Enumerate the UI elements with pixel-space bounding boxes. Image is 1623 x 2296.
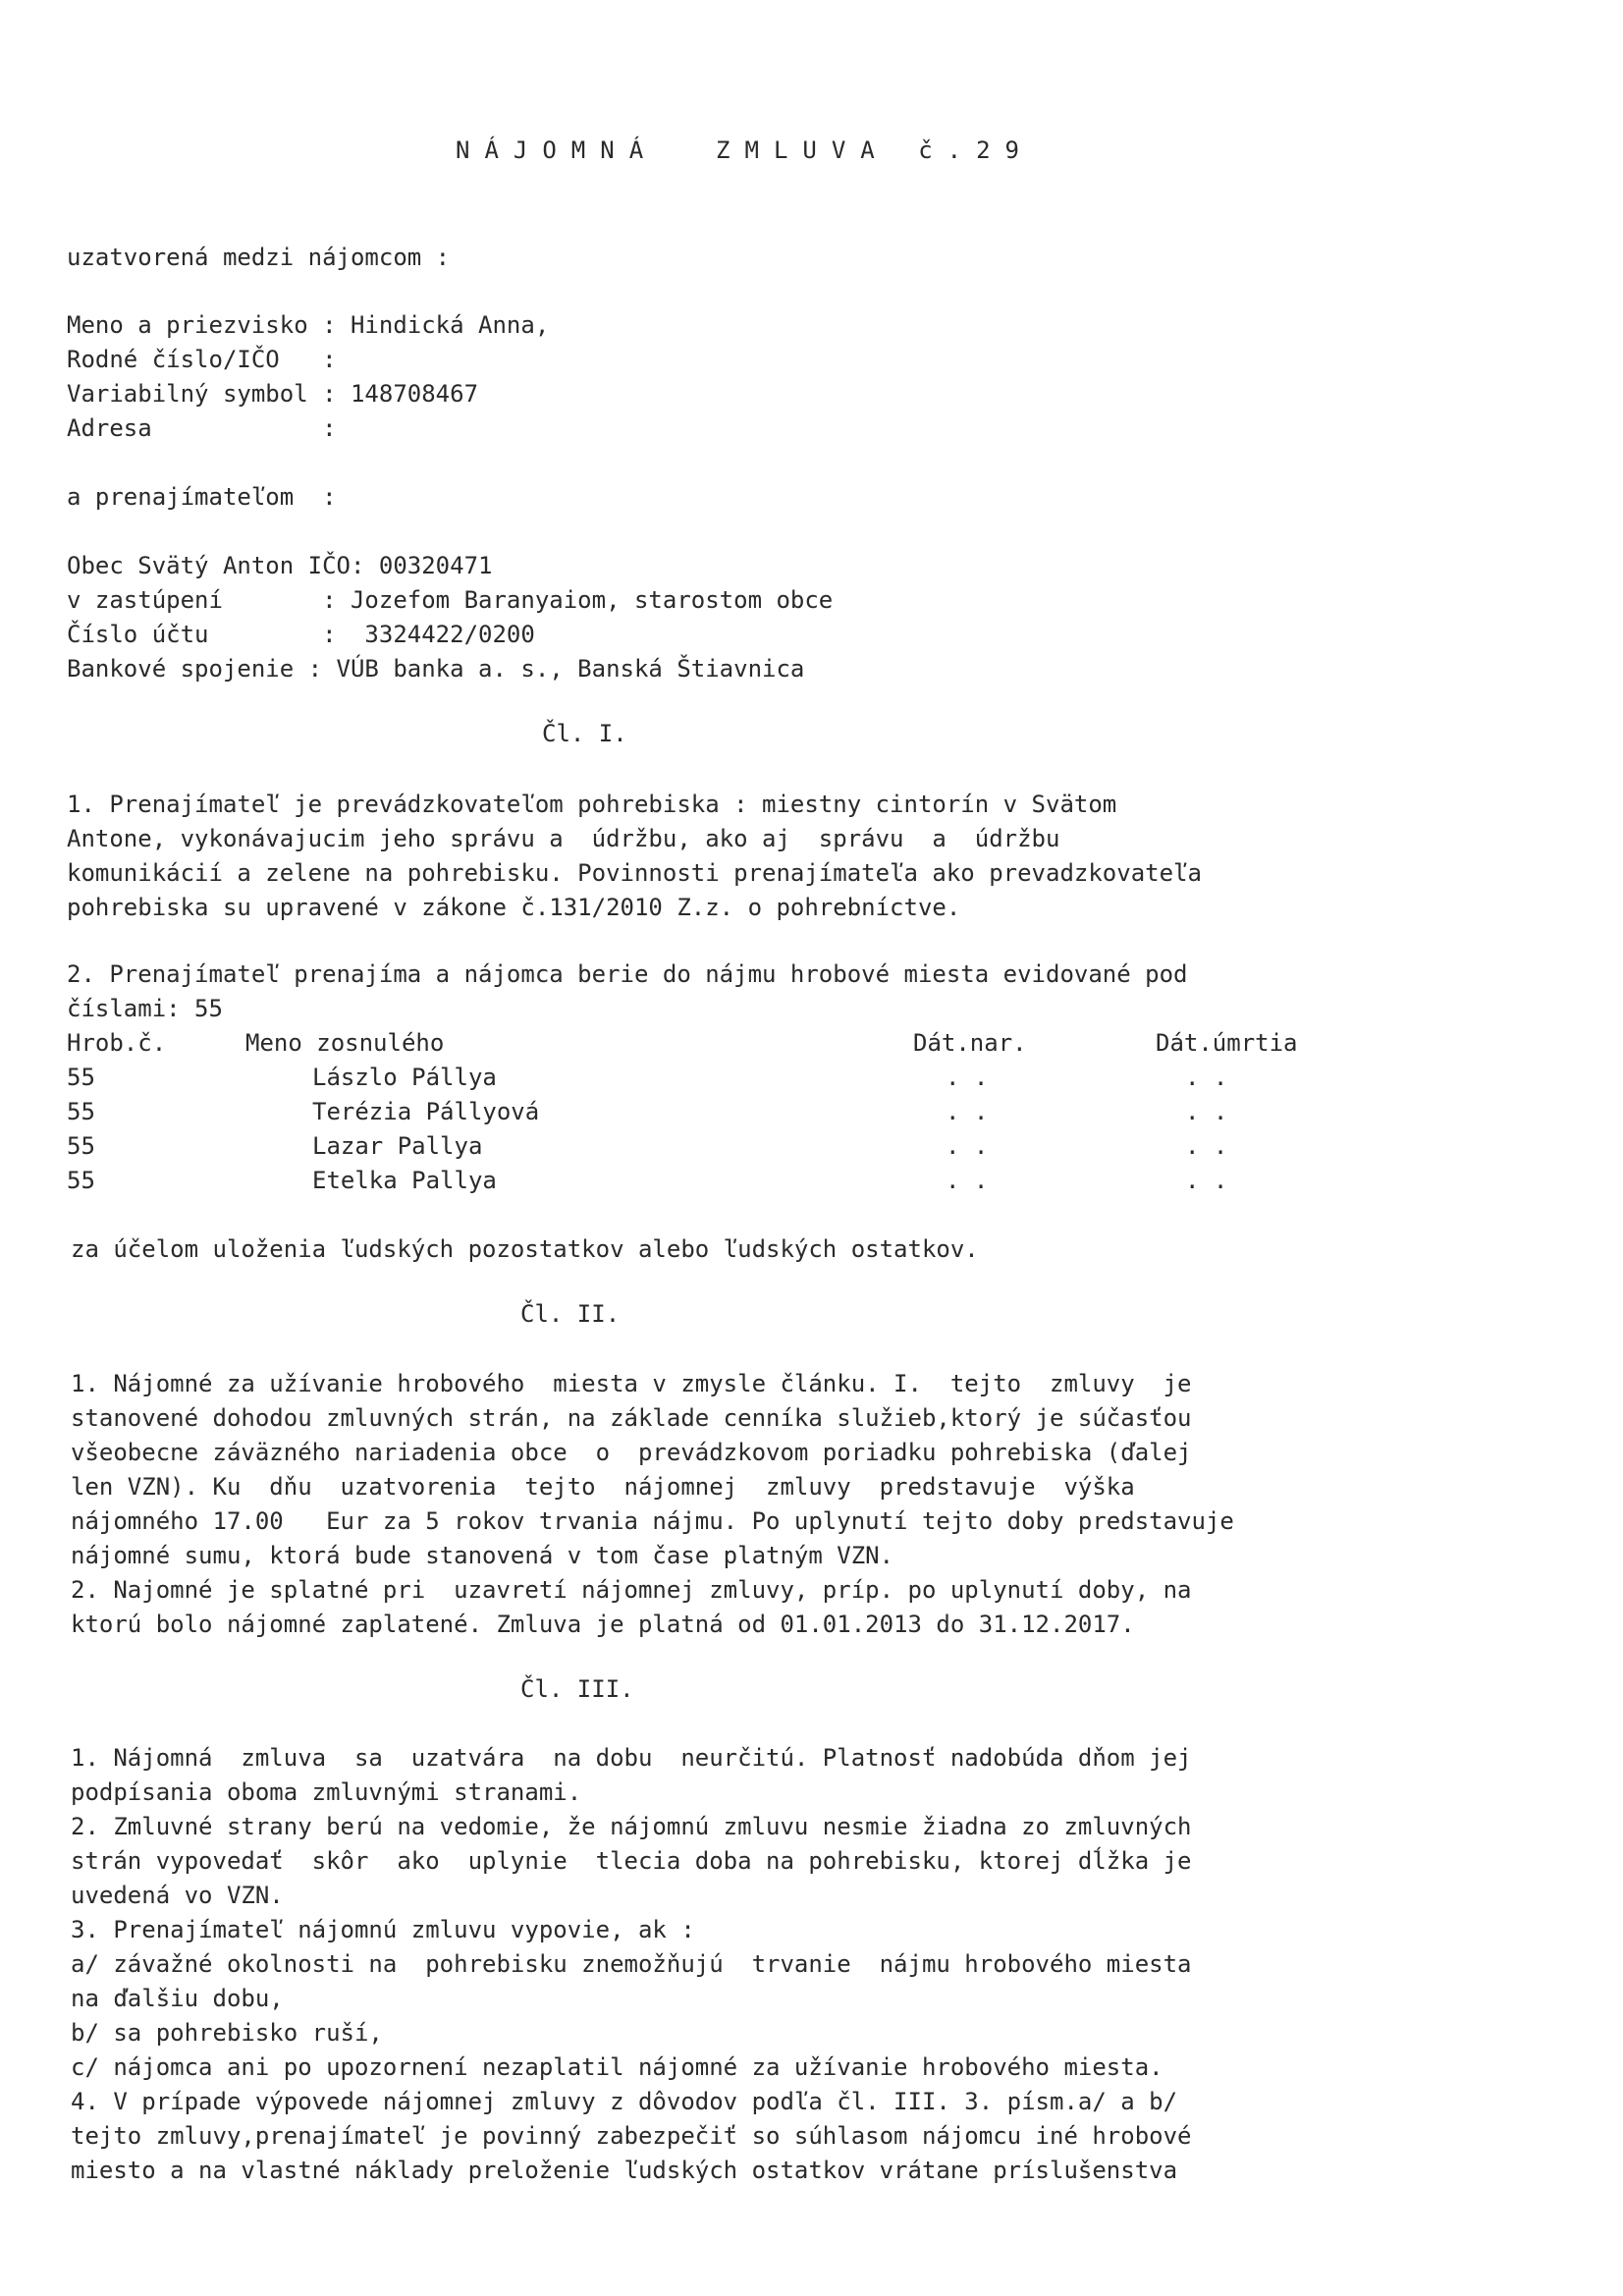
art1-p2-line: 2. Prenajímateľ prenajíma a nájomca berie do nájmu hrobové miesta evidované pod bbox=[67, 960, 1188, 988]
art3-line: a/ závažné okolnosti na pohrebisku znemožňujú trvanie nájmu hrobového miesta bbox=[71, 1950, 1192, 1978]
art2-line: stanovené dohodou zmluvných strán, na základe cenníka služieb,ktorý je súčasťou bbox=[71, 1404, 1192, 1432]
tenant-variable-symbol: Variabilný symbol : 148708467 bbox=[67, 380, 479, 408]
cell-birth-date: . . bbox=[946, 1064, 989, 1091]
art3-line: b/ sa pohrebisko ruší, bbox=[71, 2019, 383, 2047]
article-2-heading: Čl. II. bbox=[520, 1300, 621, 1328]
cell-deceased-name: Etelka Pallya bbox=[312, 1167, 497, 1194]
document-title: NÁJOMNÁ ZMLUVA č.29 bbox=[456, 137, 1034, 164]
landlord-representative: v zastúpení : Jozefom Baranyaiom, starostom obce bbox=[67, 586, 834, 614]
art3-line: na ďalšiu dobu, bbox=[71, 1985, 284, 2012]
art2-line: všeobecne záväzného nariadenia obce o prevádzkovom poriadku pohrebiska (ďalej bbox=[71, 1439, 1192, 1466]
cell-death-date: . . bbox=[1185, 1132, 1228, 1160]
cell-deceased-name: Lászlo Pállya bbox=[312, 1064, 497, 1091]
header-death-date: Dát.úmrtia bbox=[1156, 1029, 1298, 1057]
art1-p1-line: 1. Prenajímateľ je prevádzkovateľom pohrebiska : miestny cintorín v Svätom bbox=[67, 791, 1117, 818]
tenant-id: Rodné číslo/IČO : bbox=[67, 346, 337, 373]
cell-death-date: . . bbox=[1185, 1098, 1228, 1125]
art3-line: 4. V prípade výpovede nájomnej zmluvy z dôvodov podľa čl. III. 3. písm.a/ a b/ bbox=[71, 2088, 1178, 2115]
art3-line: miesto a na vlastné náklady preloženie ľudských ostatkov vrátane príslušenstva bbox=[71, 2157, 1178, 2184]
art1-purpose: za účelom uloženia ľudských pozostatkov alebo ľudských ostatkov. bbox=[71, 1235, 979, 1263]
art3-line: uvedená vo VZN. bbox=[71, 1882, 284, 1909]
landlord-name: Obec Svätý Anton IČO: 00320471 bbox=[67, 552, 493, 579]
tenant-address: Adresa : bbox=[67, 414, 337, 442]
header-birth-date: Dát.nar. bbox=[913, 1029, 1027, 1057]
cell-death-date: . . bbox=[1185, 1064, 1228, 1091]
art2-line: 1. Nájomné za užívanie hrobového miesta v zmysle článku. I. tejto zmluvy je bbox=[71, 1370, 1192, 1397]
cell-death-date: . . bbox=[1185, 1167, 1228, 1194]
art3-line: tejto zmluvy,prenajímateľ je povinný zabezpečiť so súhlasom nájomcu iné hrobové bbox=[71, 2122, 1192, 2150]
art3-line: strán vypovedať skôr ako uplynie tlecia doba na pohrebisku, ktorej dĺžka je bbox=[71, 1847, 1192, 1875]
landlord-account: Číslo účtu : 3324422/0200 bbox=[67, 621, 535, 648]
art1-p1-line: komunikácií a zelene na pohrebisku. Povinnosti prenajímateľa ako prevadzkovateľa bbox=[67, 859, 1202, 887]
cell-grave-no: 55 bbox=[67, 1167, 95, 1194]
cell-birth-date: . . bbox=[946, 1098, 989, 1125]
art3-line: 3. Prenajímateľ nájomnú zmluvu vypovie, ak : bbox=[71, 1916, 695, 1943]
header-deceased-name: Meno zosnulého bbox=[245, 1029, 445, 1057]
tenant-name: Meno a priezvisko : Hindická Anna, bbox=[67, 311, 550, 339]
art3-line: 1. Nájomná zmluva sa uzatvára na dobu neurčitú. Platnosť nadobúda dňom jej bbox=[71, 1744, 1192, 1772]
art2-line: nájomného 17.00 Eur za 5 rokov trvania nájmu. Po uplynutí tejto doby predstavuje bbox=[71, 1507, 1234, 1535]
article-1-heading: Čl. I. bbox=[542, 720, 627, 747]
art2-line: ktorú bolo nájomné zaplatené. Zmluva je platná od 01.01.2013 do 31.12.2017. bbox=[71, 1611, 1135, 1638]
cell-birth-date: . . bbox=[946, 1167, 989, 1194]
landlord-intro: a prenajímateľom : bbox=[67, 483, 337, 511]
article-3-heading: Čl. III. bbox=[520, 1675, 634, 1703]
art3-line: c/ nájomca ani po upozornení nezaplatil nájomné za užívanie hrobového miesta. bbox=[71, 2053, 1163, 2081]
art3-line: podpísania oboma zmluvnými stranami. bbox=[71, 1778, 582, 1806]
art1-p2-line: číslami: 55 bbox=[67, 995, 223, 1022]
cell-deceased-name: Lazar Pallya bbox=[312, 1132, 483, 1160]
header-grave-no: Hrob.č. bbox=[67, 1029, 167, 1057]
landlord-bank: Bankové spojenie : VÚB banka a. s., Banská Štiavnica bbox=[67, 655, 805, 683]
art1-p1-line: Antone, vykonávajucim jeho správu a údržbu, ako aj správu a údržbu bbox=[67, 825, 1060, 852]
cell-deceased-name: Terézia Pállyová bbox=[312, 1098, 540, 1125]
cell-birth-date: . . bbox=[946, 1132, 989, 1160]
cell-grave-no: 55 bbox=[67, 1098, 95, 1125]
intro-text: uzatvorená medzi nájomcom : bbox=[67, 244, 451, 271]
art2-line: 2. Najomné je splatné pri uzavretí nájomnej zmluvy, príp. po uplynutí doby, na bbox=[71, 1576, 1192, 1604]
cell-grave-no: 55 bbox=[67, 1064, 95, 1091]
art2-line: len VZN). Ku dňu uzatvorenia tejto nájomnej zmluvy predstavuje výška bbox=[71, 1473, 1135, 1501]
art1-p1-line: pohrebiska su upravené v zákone č.131/2010 Z.z. o pohrebníctve. bbox=[67, 894, 961, 921]
art2-line: nájomné sumu, ktorá bude stanovená v tom čase platným VZN. bbox=[71, 1542, 894, 1569]
art3-line: 2. Zmluvné strany berú na vedomie, že nájomnú zmluvu nesmie žiadna zo zmluvných bbox=[71, 1813, 1192, 1840]
cell-grave-no: 55 bbox=[67, 1132, 95, 1160]
